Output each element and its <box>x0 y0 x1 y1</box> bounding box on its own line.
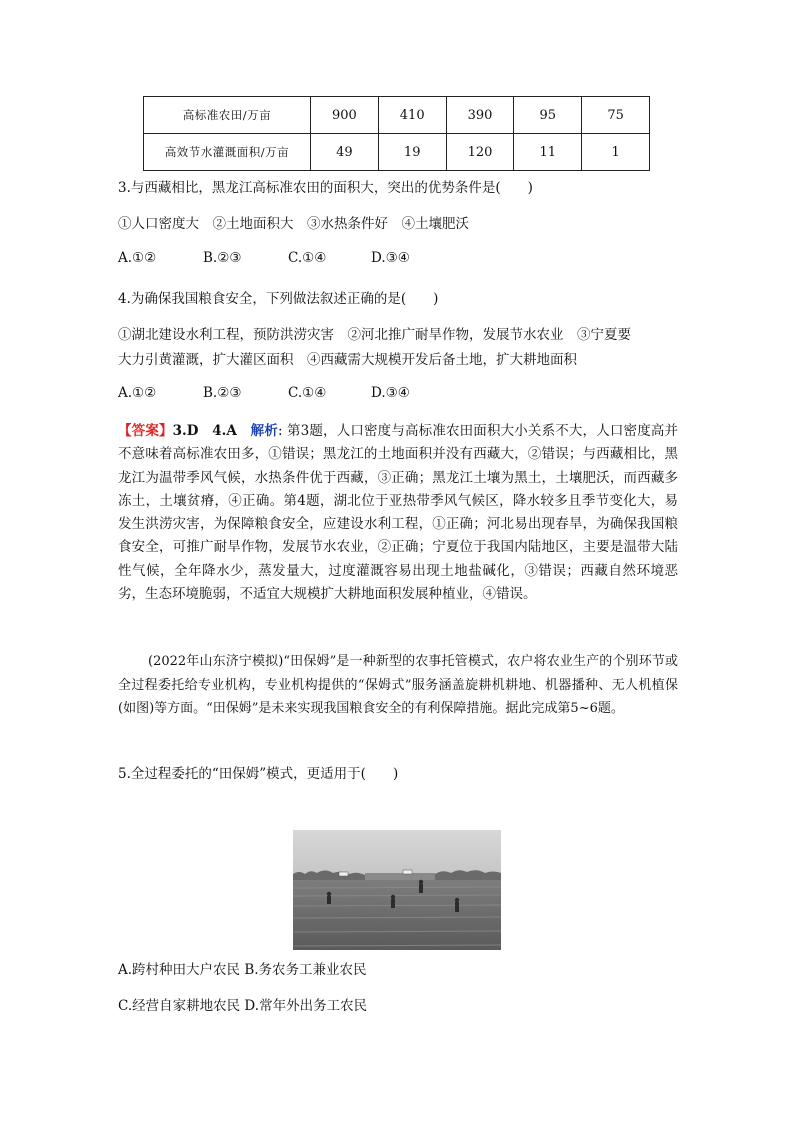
q3-items: ①人口密度大 ②土地面积大 ③水热条件好 ④土壤肥沃 <box>118 216 469 232</box>
answer-keys: 3.D 4.A <box>172 423 251 439</box>
q3-option-d: D.③④ <box>371 250 410 266</box>
q5-options-line1: A.跨村种田大户农民 B.务农务工兼业农民 <box>118 962 367 978</box>
q3-option-b: B.②③ <box>203 250 242 266</box>
table-cell: 95 <box>514 97 582 134</box>
table-cell: 1 <box>582 134 650 171</box>
table-cell: 120 <box>446 134 514 171</box>
q3-stem: 3.与西藏相比，黑龙江高标准农田的面积大，突出的优势条件是( ) <box>118 180 533 196</box>
table-cell: 19 <box>378 134 446 171</box>
q4-option-a: A.①② <box>118 385 157 401</box>
row-label: 高标准农田/万亩 <box>144 97 311 134</box>
q5-options-line2: C.经营自家耕地农民 D.常年外出务工农民 <box>118 998 368 1014</box>
material-paragraph: (2022年山东济宁模拟)“田保姆”是一种新型的农事托管模式，农户将农业生产的个别环节或全过程委托给专业机构，专业机构提供的“保姆式”服务涵盖旋耕机耕地、机器播种、无人机植保(如图)等方面。“田保姆”是未来实现我国粮食安全的有利保障措施。据此完成第5~6题。 <box>118 654 678 716</box>
q4-option-d: D.③④ <box>371 385 410 401</box>
row-label: 高效节水灌溉面积/万亩 <box>144 134 311 171</box>
q4-items-line2: 大力引黄灌溉，扩大灌区面积 ④西藏需大规模开发后备土地，扩大耕地面积 <box>118 352 577 368</box>
q5-stem: 5.全过程委托的“田保姆”模式，更适用于( ) <box>118 766 399 782</box>
drone-plant-protection-photo <box>293 830 501 950</box>
farmland-table <box>143 96 650 171</box>
answer-label: 【答案】 <box>118 423 173 439</box>
table-row <box>144 97 650 134</box>
table-cell: 11 <box>514 134 582 171</box>
table-cell: 410 <box>378 97 446 134</box>
q4-items-line1: ①湖北建设水利工程，预防洪涝灾害 ②河北推广耐旱作物，发展节水农业 ③宁夏要 <box>118 327 631 343</box>
analysis-label: 解析 <box>250 423 278 439</box>
q4-option-c: C.①④ <box>288 385 327 401</box>
q3-option-a: A.①② <box>118 250 157 266</box>
answer-block <box>118 420 678 606</box>
table-cell: 900 <box>311 97 379 134</box>
table-cell: 75 <box>582 97 650 134</box>
table-cell: 49 <box>311 134 379 171</box>
q3-option-c: C.①④ <box>288 250 327 266</box>
table-cell: 390 <box>446 97 514 134</box>
table-row <box>144 134 650 171</box>
q4-stem: 4.为确保我国粮食安全，下列做法叙述正确的是( ) <box>118 291 439 307</box>
analysis-text: : 第3题，人口密度与高标准农田面积大小关系不大，人口密度高并不意味着高标准农田多，①错误；黑龙江的土地面积并没有西藏大，②错误；与西藏相比，黑龙江为温带季风气候，水热条件优于西藏，③正确；黑龙江土壤为黑土，土壤肥沃，而西藏多冻土，土壤贫瘠，④正确。第4题，湖北位于亚热带季风气候区，降水较多且季节变化大，易发生洪涝灾害，为保障粮食安全，应建设水利工程，①正确；河北易出现春旱，为确保我国粮食安全，可推广耐旱作物，发展节水农业，②正确；宁夏位于我国内陆地区，主要是温带大陆性气候，全年降水少，蒸发量大，过度灌溉容易出现土地盐碱化，③错误；西藏自然环境恶劣，生态环境脆弱，不适宜大规模扩大耕地面积发展种植业，④错误。 <box>118 423 679 603</box>
q4-option-b: B.②③ <box>203 385 242 401</box>
